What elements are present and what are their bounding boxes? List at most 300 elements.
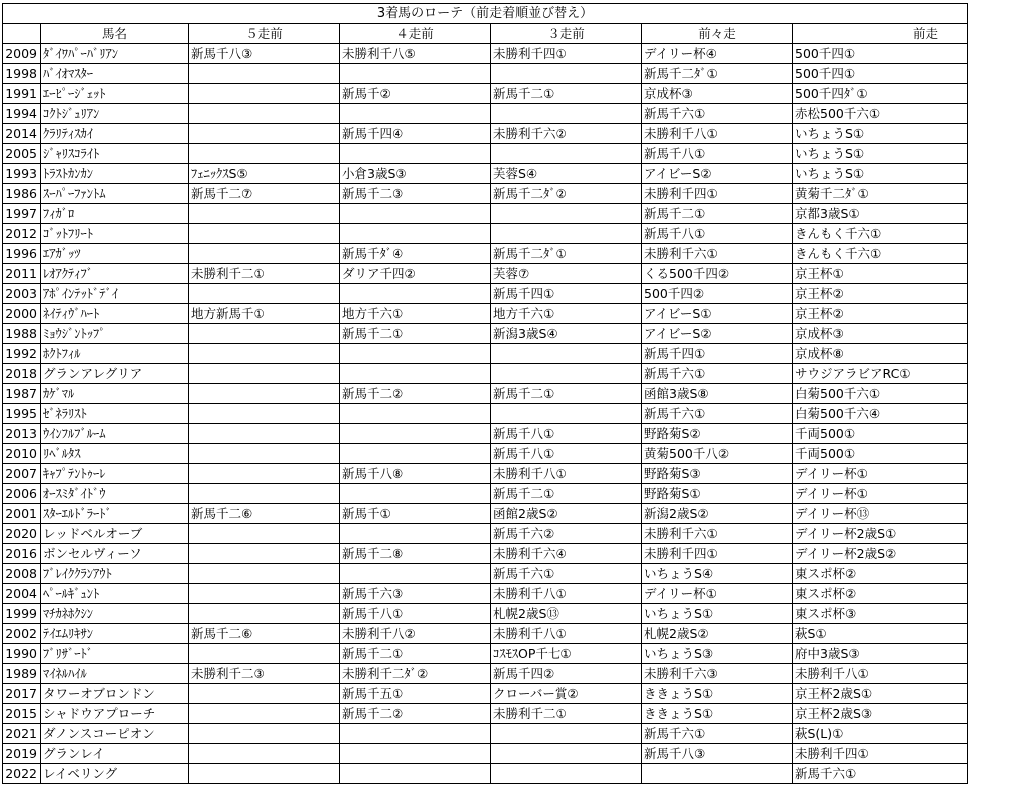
race-4-cell: 新馬千ﾀﾞ④ [340,244,491,264]
race-3-cell: 新馬千二① [491,484,642,504]
race-4-cell [340,404,491,424]
race-4-cell [340,144,491,164]
race-3-cell: 未勝利千六④ [491,544,642,564]
year-cell: 2016 [3,544,41,564]
race-5-cell [189,204,340,224]
race-1-cell: 萩S(L)① [793,724,968,744]
race-5-cell [189,144,340,164]
horse-name-cell: ﾊﾞｲｵﾏｽﾀｰ [41,64,189,84]
race-2-cell [642,764,793,784]
race-3-cell [491,104,642,124]
race-5-cell [189,744,340,764]
race-3-cell: 新馬千二① [491,384,642,404]
race-3-cell: 新馬千二ﾀﾞ① [491,244,642,264]
race-1-cell: 500千四① [793,44,968,64]
race-5-cell [189,724,340,744]
horse-name-cell: ﾈｲﾃｨｳﾞﾊｰﾄ [41,304,189,324]
race-1-cell: 赤松500千六① [793,104,968,124]
race-2-cell: 未勝利千六① [642,524,793,544]
race-2-cell: ききょうS① [642,704,793,724]
horse-name-cell: ｼﾞｬﾘｽｺﾗｲﾄ [41,144,189,164]
year-cell: 2010 [3,444,41,464]
race-4-cell: 新馬千六③ [340,584,491,604]
horse-name-cell: グランレイ [41,744,189,764]
race-3-cell: クローバー賞② [491,684,642,704]
year-cell: 2003 [3,284,41,304]
race-5-cell [189,584,340,604]
race-4-cell: 新馬千二③ [340,184,491,204]
table-row [3,164,968,184]
race-5-cell: 未勝利千二③ [189,664,340,684]
race-4-cell [340,364,491,384]
horse-name-cell: グランアレグリア [41,364,189,384]
race-2-cell: 新馬千二ﾀﾞ① [642,64,793,84]
race-2-cell: 新馬千八① [642,144,793,164]
header-last-race: 前走 [793,24,968,44]
race-2-cell: アイビーS② [642,324,793,344]
race-4-cell [340,64,491,84]
race-1-cell: いちょうS① [793,144,968,164]
race-4-cell: 新馬千二⑧ [340,544,491,564]
race-5-cell [189,404,340,424]
table-row [3,344,968,364]
race-5-cell: 新馬千二⑥ [189,504,340,524]
race-4-cell: 地方千六① [340,304,491,324]
race-1-cell: 府中3歳S③ [793,644,968,664]
race-3-cell: 未勝利千六② [491,124,642,144]
title-row [3,4,968,24]
race-4-cell: 新馬千二① [340,644,491,664]
rotation-table [2,3,968,784]
race-4-cell: 新馬千四④ [340,124,491,144]
year-cell: 2004 [3,584,41,604]
race-3-cell: 未勝利千四① [491,44,642,64]
race-3-cell: 未勝利千八① [491,464,642,484]
race-5-cell [189,284,340,304]
race-3-cell [491,724,642,744]
race-4-cell: 未勝利千八② [340,624,491,644]
race-3-cell: 新馬千六② [491,524,642,544]
race-2-cell: 新馬千二① [642,204,793,224]
race-1-cell: 京成杯③ [793,324,968,344]
race-1-cell: デイリー杯2歳S② [793,544,968,564]
year-cell: 2014 [3,124,41,144]
race-1-cell: 千両500① [793,424,968,444]
race-1-cell: 京王杯② [793,304,968,324]
table-row [3,324,968,344]
table-row [3,744,968,764]
year-cell: 1991 [3,84,41,104]
horse-name-cell: ﾏﾁｶﾈﾎｸｼﾝ [41,604,189,624]
table-row [3,584,968,604]
horse-name-cell: ｽｰﾊﾟｰﾌｧﾝﾄﾑ [41,184,189,204]
race-3-cell [491,204,642,224]
race-5-cell [189,224,340,244]
race-1-cell: 新馬千六① [793,764,968,784]
year-cell: 1999 [3,604,41,624]
race-5-cell [189,604,340,624]
year-cell: 2020 [3,524,41,544]
race-2-cell: くる500千四② [642,264,793,284]
race-1-cell: 京王杯① [793,264,968,284]
table-row [3,124,968,144]
horse-name-cell: ｱﾎﾟｲﾝﾃｯﾄﾞﾃﾞｲ [41,284,189,304]
race-4-cell [340,524,491,544]
year-cell: 1992 [3,344,41,364]
table-row [3,364,968,384]
race-1-cell: 京王杯2歳S③ [793,704,968,724]
race-1-cell: 京成杯⑧ [793,344,968,364]
race-3-cell: 新馬千四① [491,284,642,304]
race-3-cell: 新馬千六① [491,564,642,584]
race-4-cell: 新馬千二② [340,384,491,404]
horse-name-cell: ﾌﾞﾘｻﾞｰﾄﾞ [41,644,189,664]
race-1-cell: 黄菊千二ﾀﾞ① [793,184,968,204]
race-1-cell: 500千四ﾀﾞ① [793,84,968,104]
table-row [3,544,968,564]
year-cell: 1998 [3,64,41,84]
race-1-cell: きんもく千六① [793,244,968,264]
race-4-cell [340,444,491,464]
year-cell: 2011 [3,264,41,284]
header-horse-name: 馬名 [41,24,189,44]
horse-name-cell: タワーオブロンドン [41,684,189,704]
race-2-cell: いちょうS④ [642,564,793,584]
table-row [3,284,968,304]
horse-name-cell: ｵｰｽﾐﾀﾞｲﾄﾞｳ [41,484,189,504]
race-3-cell: 未勝利千八① [491,584,642,604]
race-3-cell: 新馬千二① [491,84,642,104]
race-2-cell: アイビーS② [642,164,793,184]
race-2-cell: 新馬千六① [642,104,793,124]
race-4-cell [340,204,491,224]
race-4-cell [340,344,491,364]
race-5-cell [189,324,340,344]
race-5-cell: 未勝利千二① [189,264,340,284]
horse-name-cell: ｳｲﾝﾌﾙﾌﾞﾙｰﾑ [41,424,189,444]
horse-name-cell: ｺﾞｯﾄﾌﾘｰﾄ [41,224,189,244]
year-cell: 1994 [3,104,41,124]
race-5-cell [189,124,340,144]
race-2-cell: いちょうS① [642,604,793,624]
horse-name-cell: ﾐｮｳｼﾞﾝﾄｯﾌﾟ [41,324,189,344]
race-3-cell [491,344,642,364]
race-4-cell [340,104,491,124]
table-row [3,64,968,84]
race-5-cell [189,84,340,104]
year-cell: 2012 [3,224,41,244]
race-4-cell: 新馬千二② [340,704,491,724]
table-row [3,44,968,64]
header-2-races-ago: 前々走 [642,24,793,44]
year-cell: 2000 [3,304,41,324]
race-3-cell: 函館2歳S② [491,504,642,524]
horse-name-cell: ｽﾀｰｴﾙﾄﾞﾗｰﾄﾞ [41,504,189,524]
horse-name-cell: ﾏｲﾈﾙﾊｲﾙ [41,664,189,684]
year-cell: 2019 [3,744,41,764]
race-4-cell: ダリア千四② [340,264,491,284]
race-2-cell: 野路菊S① [642,484,793,504]
race-2-cell: デイリー杯④ [642,44,793,64]
year-cell: 1990 [3,644,41,664]
race-2-cell: 未勝利千八① [642,124,793,144]
race-4-cell [340,224,491,244]
horse-name-cell: レッドベルオーブ [41,524,189,544]
year-cell: 2018 [3,364,41,384]
horse-name-cell: レイベリング [41,764,189,784]
header-row [3,24,968,44]
table-row [3,184,968,204]
race-2-cell: 500千四② [642,284,793,304]
race-2-cell: 新馬千六① [642,364,793,384]
race-1-cell: 京王杯② [793,284,968,304]
race-4-cell [340,484,491,504]
race-1-cell: 東スポ杯② [793,564,968,584]
race-5-cell [189,444,340,464]
race-5-cell [189,544,340,564]
horse-name-cell: ﾃｲｴﾑﾘｷｻﾝ [41,624,189,644]
race-2-cell: 野路菊S② [642,424,793,444]
horse-name-cell: ﾌｨｶﾞﾛ [41,204,189,224]
table-row [3,484,968,504]
race-2-cell: 黄菊500千八② [642,444,793,464]
race-4-cell: 新馬千① [340,504,491,524]
table-row [3,424,968,444]
race-1-cell: 京都3歳S① [793,204,968,224]
header-3-races-ago: ３走前 [491,24,642,44]
horse-name-cell: ﾎｸﾄﾌｨﾙ [41,344,189,364]
race-5-cell [189,244,340,264]
year-cell: 2007 [3,464,41,484]
race-5-cell [189,384,340,404]
year-cell: 2008 [3,564,41,584]
race-4-cell [340,564,491,584]
race-4-cell [340,424,491,444]
race-5-cell: 新馬千二⑥ [189,624,340,644]
year-cell: 1995 [3,404,41,424]
horse-name-cell: ボンセルヴィーソ [41,544,189,564]
race-5-cell [189,344,340,364]
race-5-cell: ﾌｪﾆｯｸｽS⑤ [189,164,340,184]
race-2-cell: 新馬千六① [642,724,793,744]
race-3-cell [491,224,642,244]
race-3-cell [491,364,642,384]
year-cell: 1997 [3,204,41,224]
race-1-cell: 白菊500千六① [793,384,968,404]
race-1-cell: 500千四① [793,64,968,84]
race-4-cell: 新馬千五① [340,684,491,704]
race-2-cell: 新潟2歳S② [642,504,793,524]
year-cell: 1987 [3,384,41,404]
table-row [3,204,968,224]
table-row [3,384,968,404]
table-row [3,664,968,684]
race-1-cell: 千両500① [793,444,968,464]
race-2-cell: 京成杯③ [642,84,793,104]
race-3-cell: 新馬千四② [491,664,642,684]
table-row [3,684,968,704]
race-5-cell: 新馬千八③ [189,44,340,64]
horse-name-cell: ｾﾞﾈﾗﾘｽﾄ [41,404,189,424]
race-5-cell [189,644,340,664]
year-cell: 2021 [3,724,41,744]
race-3-cell: 新馬千八① [491,444,642,464]
race-5-cell [189,64,340,84]
race-2-cell: 札幌2歳S② [642,624,793,644]
horse-name-cell: ｷｬﾌﾟﾃﾝﾄｩｰﾚ [41,464,189,484]
table-row [3,564,968,584]
year-cell: 1988 [3,324,41,344]
table-row [3,464,968,484]
year-cell: 1989 [3,664,41,684]
race-3-cell: 新潟3歳S④ [491,324,642,344]
table-row [3,224,968,244]
race-2-cell: 新馬千八① [642,224,793,244]
header-year [3,24,41,44]
table-row [3,304,968,324]
race-5-cell [189,764,340,784]
race-1-cell: 萩S① [793,624,968,644]
year-cell: 2002 [3,624,41,644]
race-2-cell: 函館3歳S⑧ [642,384,793,404]
race-4-cell: 新馬千八① [340,604,491,624]
year-cell: 2001 [3,504,41,524]
race-2-cell: 未勝利千四① [642,544,793,564]
horse-name-cell: ﾚｵｱｸﾃｨﾌﾞ [41,264,189,284]
race-4-cell: 未勝利千八⑤ [340,44,491,64]
race-1-cell: 未勝利千八① [793,664,968,684]
race-2-cell: デイリー杯① [642,584,793,604]
race-1-cell: 東スポ杯③ [793,604,968,624]
race-1-cell: 京王杯2歳S① [793,684,968,704]
horse-name-cell: ﾌﾞﾚｲｸｸﾗﾝｱｳﾄ [41,564,189,584]
horse-name-cell: ﾄﾗｽﾄｶﾝｶﾝ [41,164,189,184]
horse-name-cell: シャドウアプローチ [41,704,189,724]
race-2-cell: 新馬千六① [642,404,793,424]
race-4-cell [340,764,491,784]
race-3-cell: 未勝利千二① [491,704,642,724]
race-4-cell: 小倉3歳S③ [340,164,491,184]
horse-name-cell: ｴｰﾋﾟｰｼﾞｪｯﾄ [41,84,189,104]
race-4-cell: 新馬千二① [340,324,491,344]
table-row [3,404,968,424]
race-3-cell: 札幌2歳S⑬ [491,604,642,624]
spreadsheet [2,3,968,784]
race-2-cell: 未勝利千六① [642,244,793,264]
year-cell: 2006 [3,484,41,504]
race-2-cell: 未勝利千四① [642,184,793,204]
year-cell: 2005 [3,144,41,164]
year-cell: 2013 [3,424,41,444]
header-5-races-ago: ５走前 [189,24,340,44]
race-3-cell: 芙蓉⑦ [491,264,642,284]
year-cell: 2017 [3,684,41,704]
race-1-cell: デイリー杯2歳S① [793,524,968,544]
race-1-cell: 未勝利千四① [793,744,968,764]
race-3-cell: 地方千六① [491,304,642,324]
race-5-cell [189,104,340,124]
horse-name-cell: ﾍﾟｰﾙｷﾞｭﾝﾄ [41,584,189,604]
horse-name-cell: ﾘﾍﾞﾙﾀｽ [41,444,189,464]
race-1-cell: いちょうS① [793,124,968,144]
year-cell: 2015 [3,704,41,724]
horse-name-cell: ｸﾗﾘﾃｨｽｶｲ [41,124,189,144]
race-2-cell: 未勝利千六③ [642,664,793,684]
race-5-cell [189,524,340,544]
race-2-cell: 新馬千四① [642,344,793,364]
year-cell: 1986 [3,184,41,204]
table-row [3,704,968,724]
year-cell: 1993 [3,164,41,184]
table-row [3,244,968,264]
table-row [3,524,968,544]
race-1-cell: きんもく千六① [793,224,968,244]
race-2-cell: アイビーS① [642,304,793,324]
race-5-cell [189,704,340,724]
year-cell: 2022 [3,764,41,784]
year-cell: 2009 [3,44,41,64]
table-row [3,724,968,744]
table-row [3,644,968,664]
race-2-cell: いちょうS③ [642,644,793,664]
race-5-cell [189,364,340,384]
race-2-cell: ききょうS① [642,684,793,704]
table-row [3,624,968,644]
race-4-cell [340,744,491,764]
table-row [3,104,968,124]
race-3-cell: 新馬千二ﾀﾞ② [491,184,642,204]
race-5-cell [189,564,340,584]
race-1-cell: サウジアラビアRC① [793,364,968,384]
race-5-cell [189,484,340,504]
horse-name-cell: ｶｹﾞﾏﾙ [41,384,189,404]
race-5-cell [189,684,340,704]
race-4-cell: 新馬千八⑧ [340,464,491,484]
table-row [3,504,968,524]
race-4-cell [340,724,491,744]
table-title: 3着馬のローテ（前走着順並び替え） [3,4,968,24]
race-5-cell: 地方新馬千① [189,304,340,324]
year-cell: 1996 [3,244,41,264]
race-3-cell [491,144,642,164]
race-3-cell [491,764,642,784]
horse-name-cell: ｴｱｶﾞｯﾂ [41,244,189,264]
race-4-cell [340,284,491,304]
race-2-cell: 新馬千八③ [642,744,793,764]
race-1-cell: デイリー杯① [793,484,968,504]
race-5-cell [189,424,340,444]
horse-name-cell: ダノンスコーピオン [41,724,189,744]
race-5-cell: 新馬千二⑦ [189,184,340,204]
race-3-cell [491,404,642,424]
race-1-cell: デイリー杯⑬ [793,504,968,524]
race-3-cell: 新馬千八① [491,424,642,444]
race-2-cell: 野路菊S③ [642,464,793,484]
table-row [3,764,968,784]
header-4-races-ago: ４走前 [340,24,491,44]
table-row [3,84,968,104]
race-4-cell: 未勝利千二ﾀﾞ② [340,664,491,684]
race-1-cell: いちょうS① [793,164,968,184]
race-1-cell: 白菊500千六④ [793,404,968,424]
race-3-cell: 未勝利千八① [491,624,642,644]
race-1-cell: デイリー杯① [793,464,968,484]
race-3-cell [491,64,642,84]
horse-name-cell: ﾀﾞｲﾜﾊﾟｰﾊﾞﾘｱﾝ [41,44,189,64]
race-5-cell [189,464,340,484]
race-4-cell: 新馬千② [340,84,491,104]
table-body [3,44,968,784]
